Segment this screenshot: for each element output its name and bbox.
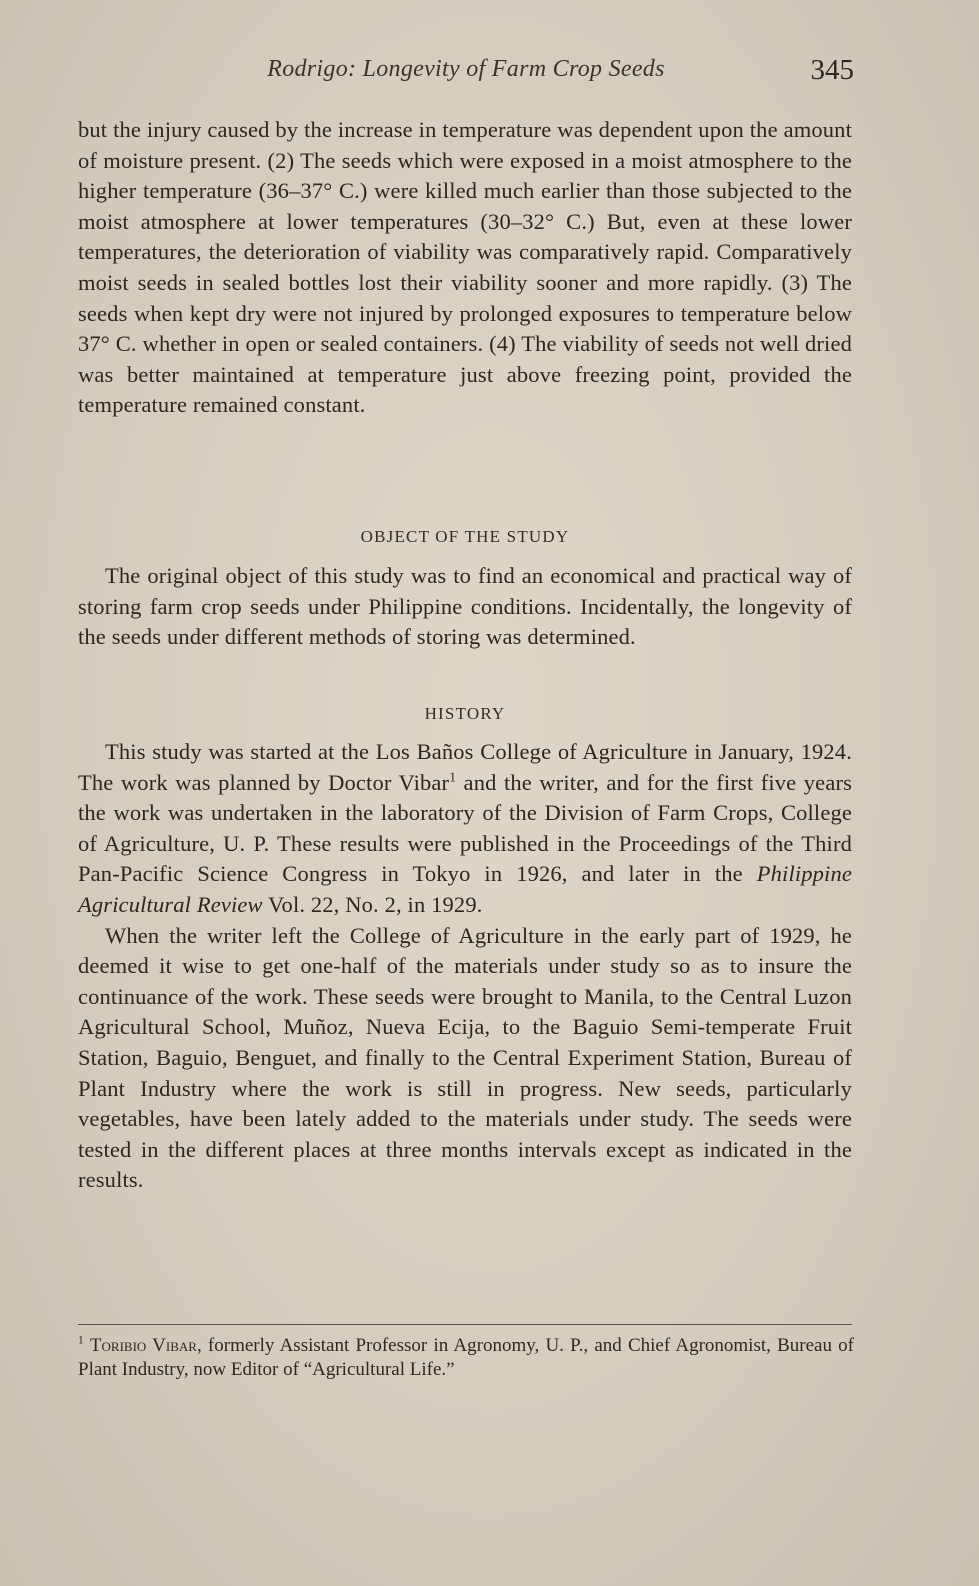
footnote-reference: 1 [449, 769, 457, 785]
history-paragraph-2: When the writer left the College of Agriculture in the early part of 1929, he deemed it wise to get one-half of the materials under study so as to insure the continuance of the work. These seeds were brought to Manila, to the Central Luzon Agricultural School, Muñoz, Nueva Ecija, to the Baguio Semi-temperate Fruit Station, Baguio, Benguet, and finally to the Central Experiment Station, Bureau of Plant Industry where the work is still in progress. New seeds, particularly vegetables, have been lately added to the materials under study. The seeds were tested in the different places at three months intervals except as indicated in the results. [78, 922, 852, 1193]
footnote-name: Toribio Vibar [89, 1335, 197, 1356]
history-paragraph-1 [78, 737, 852, 921]
paragraph-text: This study was started at the Los Baños College of Agriculture in January, 1924. The work was planned by Doctor Vibar [78, 739, 852, 795]
footnote-divider [78, 1324, 852, 1325]
continuation-paragraph [78, 115, 852, 421]
history-paragraphs [78, 737, 852, 1196]
page-number: 345 [810, 54, 854, 86]
paragraph-text: but the injury caused by the increase in temperature was dependent upon the amount of moisture present. (2) The seeds which were exposed in a moist atmosphere to the higher temperature (36–37° C.) were killed much earlier than those subjected to the moist atmosphere at lower temperatures (30–32° C.) But, even at these lower temperatures, the deterioration of viability was comparatively rapid. Comparatively moist seeds in sealed bottles lost their viability sooner and more rapidly. (3) The seeds when kept dry were not injured by prolonged exposures to temperature below 37° C. whether in open or sealed containers. (4) The viability of seeds not well dried was better maintained at temperature just above freezing point, provided the temperature remained constant. [78, 117, 852, 418]
footnote [78, 1334, 854, 1382]
running-title: Rodrigo: Longevity of Farm Crop Seeds [267, 56, 665, 82]
journal-title: Philippine Agricultural Review [78, 861, 852, 917]
object-paragraph [78, 561, 852, 653]
paragraph-text: and the writer, and for the first five years the work was undertaken in the laboratory of the Division of Farm Crops, College of Agriculture, U. P. These results were published in the Proceedings of the Third Pan-Pacific Science Congress in Tokyo in 1926, and later in the [78, 769, 853, 887]
footnote-mark: 1 [78, 1334, 84, 1347]
footnote-text: , formerly Assistant Professor in Agronomy, U. P., and Chief Agronomist, Bureau of Plant Industry, now Editor of “Agricultural Life.” [78, 1335, 854, 1380]
running-head [78, 56, 854, 92]
section-heading-history: HISTORY [424, 704, 506, 723]
paragraph-text: The original object of this study was to find an economical and practical way of storing farm crop seeds under Philippine conditions. Incidentally, the longevity of the seeds under different methods of storing was determined. [78, 563, 852, 650]
paragraph-text: Vol. 22, No. 2, in 1929. [262, 891, 483, 917]
section-heading-object: OBJECT OF THE STUDY [360, 527, 570, 546]
